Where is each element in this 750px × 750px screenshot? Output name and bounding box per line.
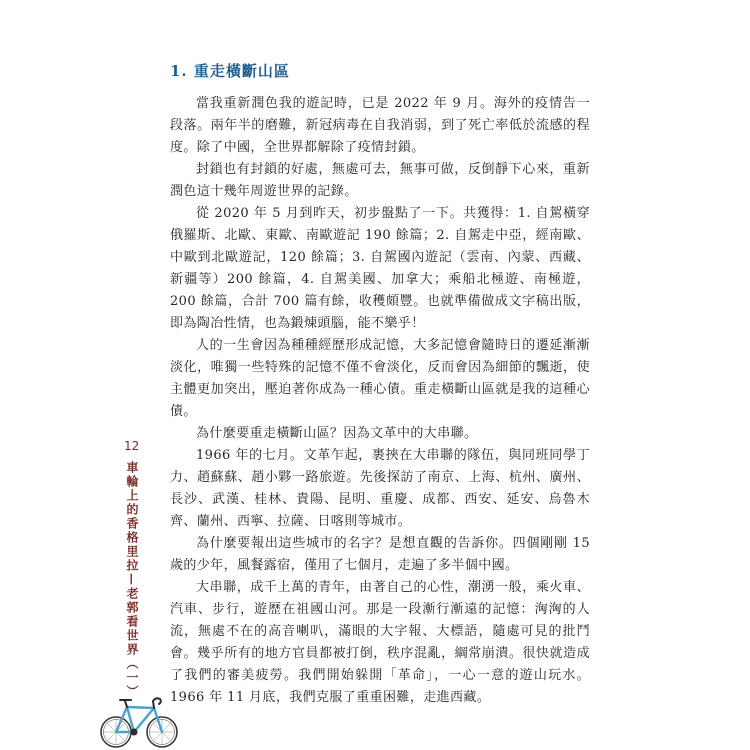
paragraph: 當我重新潤色我的遊記時，已是 2022 年 9 月。海外的疫情告一段落。兩年半的磨難，新冠病毒在自我消弱，到了死亡率低於流感的程度。除了中國，全世界都解除了疫情封鎖。	[170, 96, 590, 155]
paragraph: 封鎖也有封鎖的好處，無處可去，無事可做，反倒靜下心來，重新潤色這十幾年周遊世界的記錄。	[170, 162, 590, 199]
paragraph: 1966 年的七月。文革乍起，裹挾在大串聯的隊伍，與同班同學丁力、趙蘇蘇、趙小夥一路旅遊。先後探訪了南京、上海、杭州、廣州、長沙、武漢、桂林、貴陽、昆明、重慶、成都、西安、延安、烏魯木齊、蘭州、西寧、拉薩、日喀則等城市。	[170, 448, 590, 529]
paragraph: 從 2020 年 5 月到昨天，初步盤點了一下。共獲得：1. 自駕橫穿俄羅斯、北歐、東歐、南歐遊記 190 餘篇；2. 自駕走中亞，經南歐、中歐到北歐遊記，120 餘篇；3. 自駕國內遊記（雲南、內蒙、西藏、新疆等）200 餘篇，4. 自駕美國、加拿大；乘船北極遊、南極遊，200 餘篇，合計 700 篇有餘，收穫頗豐。也就準備做成文字稿出版，即為陶冶性情，也為鍛煉頭腦，能不樂乎！	[170, 206, 590, 331]
paragraph: 大串聯，成千上萬的青年，由著自己的心性，潮湧一般，乘火車、汽車、步行，遊歷在祖國山河。那是一段漸行漸遠的記憶：洶洶的人流，無處不在的高音喇叭，滿眼的大字報、大標語，隨處可見的批鬥會。幾乎所有的地方官員都被打倒，秩序混亂，綱常崩潰。很快就造成了我們的審美疲勞。我們開始躲開「革命」，一心一意的遊山玩水。1966 年 11 月底，我們克服了重重困難，走進西藏。	[170, 580, 590, 705]
paragraph: 為什麼要報出這些城市的名字？是想直觀的告訴你。四個剛剛 15 歲的少年，風餐露宿，僅用了七個月，走遍了多半個中國。	[170, 536, 590, 573]
bicycle-icon	[96, 690, 182, 750]
running-head: 車輪上的香格里拉—老郭看世界（一）	[125, 461, 139, 699]
section-title: 1. 重走橫斷山區	[170, 62, 290, 80]
paragraph: 為什麼要重走橫斷山區？因為文革中的大串聯。	[196, 426, 478, 441]
page-number: 12	[124, 439, 140, 453]
paragraph: 人的一生會因為種種經歷形成記憶，大多記憶會隨時日的遷延漸漸淡化，唯獨一些特殊的記憶不僅不會淡化，反而會因為細節的飄逝，使主體更加突出，壓迫著你成為一種心債。重走橫斷山區就是我的這種心債。	[170, 338, 590, 419]
body-text	[170, 93, 590, 709]
